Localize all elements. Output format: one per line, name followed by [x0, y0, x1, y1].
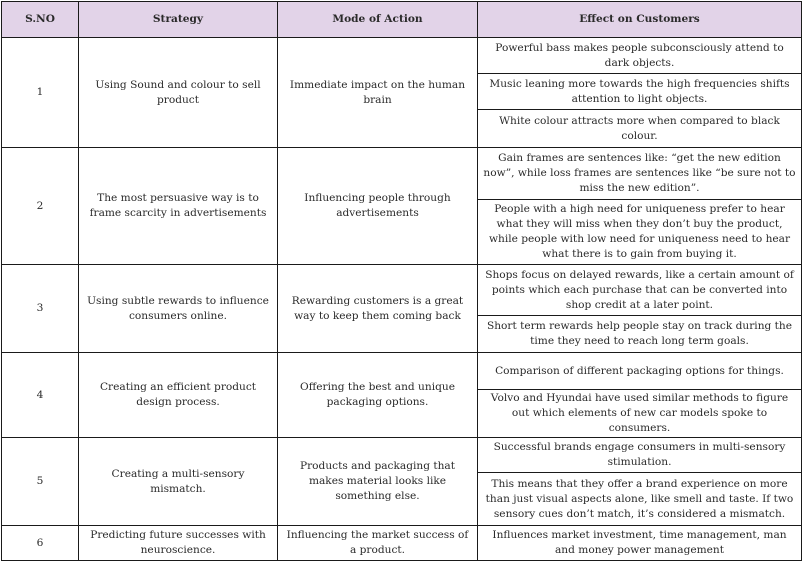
cell-strategy: Using subtle rewards to influence consumers online.	[79, 265, 278, 353]
cell-sno: 1	[2, 38, 79, 148]
cell-sno: 2	[2, 148, 79, 265]
cell-mode: Influencing people through advertisements	[278, 148, 478, 265]
cell-effect: Shops focus on delayed rewards, like a certain amount of points which each purchase that can be converted into shop credit at a later point.	[478, 265, 802, 316]
cell-effect: Comparison of different packaging options for things.	[478, 353, 802, 390]
cell-mode: Immediate impact on the human brain	[278, 38, 478, 148]
cell-effect: Successful brands engage consumers in multi-sensory stimulation.	[478, 438, 802, 473]
table-row	[2, 38, 802, 74]
table-row	[2, 265, 802, 316]
cell-sno: 6	[2, 526, 79, 561]
strategy-table	[1, 1, 802, 561]
cell-effect: This means that they offer a brand experience on more than just visual aspects alone, like smell and taste. If two sensory cues don’t match, it’s considered a mismatch.	[478, 473, 802, 526]
cell-mode: Offering the best and unique packaging options.	[278, 353, 478, 438]
cell-effect: Powerful bass makes people subconsciously attend to dark objects.	[478, 38, 802, 74]
header-strategy: Strategy	[79, 2, 278, 38]
cell-effect: Influences market investment, time management, man and money power management	[478, 526, 802, 561]
table-row	[2, 438, 802, 473]
cell-strategy: The most persuasive way is to frame scarcity in advertisements	[79, 148, 278, 265]
header-effect-on-customers: Effect on Customers	[478, 2, 802, 38]
header-row	[2, 2, 802, 38]
cell-mode: Influencing the market success of a product.	[278, 526, 478, 561]
cell-strategy: Using Sound and colour to sell product	[79, 38, 278, 148]
cell-strategy: Creating an efficient product design process.	[79, 353, 278, 438]
header-mode-of-action: Mode of Action	[278, 2, 478, 38]
table-row	[2, 526, 802, 561]
cell-mode: Rewarding customers is a great way to keep them coming back	[278, 265, 478, 353]
cell-sno: 3	[2, 265, 79, 353]
cell-sno: 5	[2, 438, 79, 526]
cell-effect: Music leaning more towards the high frequencies shifts attention to light objects.	[478, 74, 802, 110]
cell-strategy: Predicting future successes with neuroscience.	[79, 526, 278, 561]
cell-mode: Products and packaging that makes material looks like something else.	[278, 438, 478, 526]
cell-strategy: Creating a multi-sensory mismatch.	[79, 438, 278, 526]
table-row	[2, 353, 802, 390]
cell-effect: Gain frames are sentences like: “get the new edition now”, while loss frames are sentences like “be sure not to miss the new edition”.	[478, 148, 802, 200]
cell-effect: Short term rewards help people stay on track during the time they need to reach long term goals.	[478, 316, 802, 353]
cell-sno: 4	[2, 353, 79, 438]
cell-effect: Volvo and Hyundai have used similar methods to figure out which elements of new car models spoke to consumers.	[478, 390, 802, 438]
cell-effect: People with a high need for uniqueness prefer to hear what they will miss when they don’t buy the product, while people with low need for uniqueness need to hear what there is to gain from buying it.	[478, 200, 802, 265]
table-row	[2, 148, 802, 200]
cell-effect: White colour attracts more when compared to black colour.	[478, 110, 802, 148]
header-sno: S.NO	[2, 2, 79, 38]
